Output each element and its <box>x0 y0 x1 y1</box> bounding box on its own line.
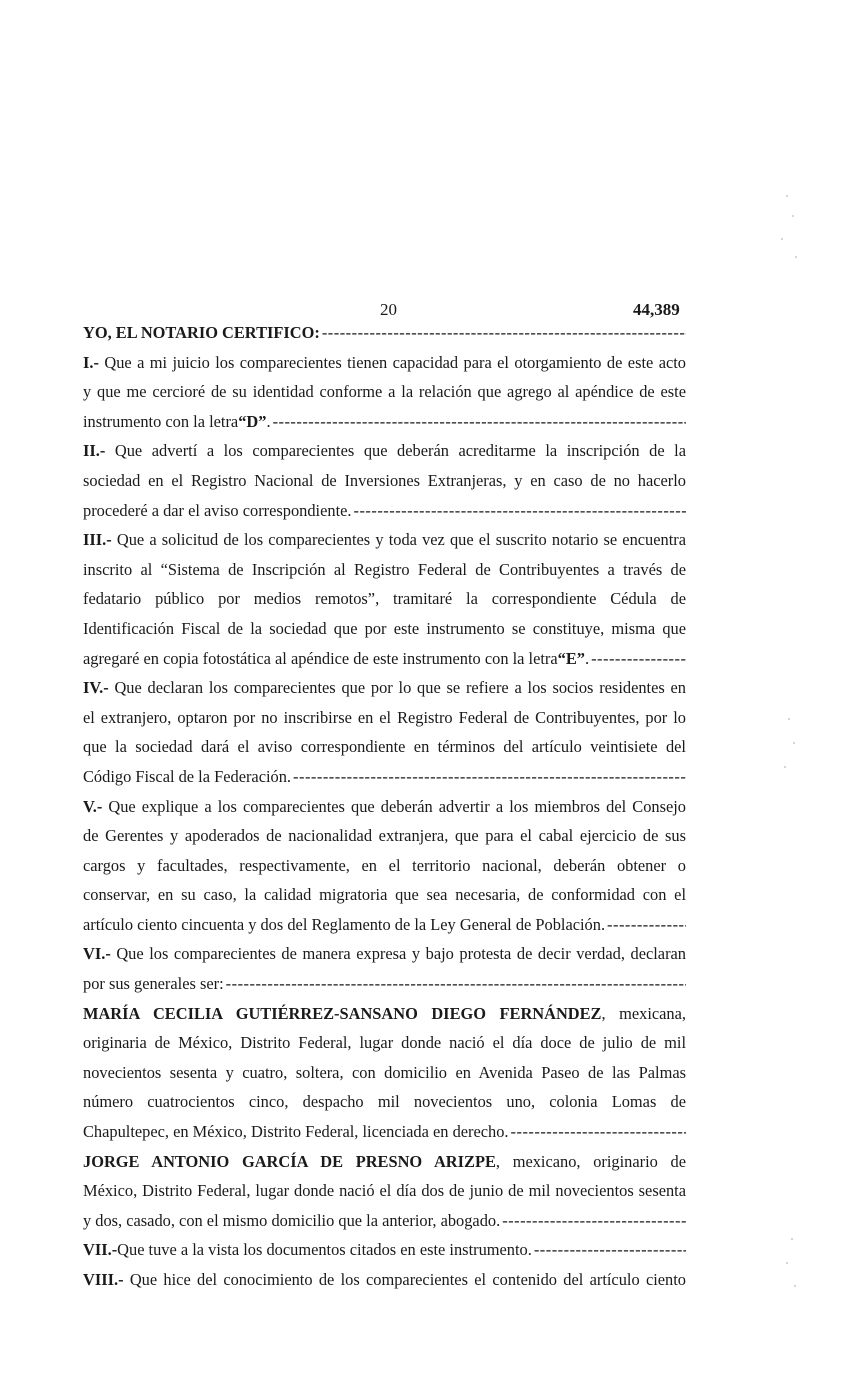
certification-title: YO, EL NOTARIO CERTIFICO: <box>83 323 320 342</box>
item-i-line-3: instrumento con la letra “D” . ----- <box>83 407 686 437</box>
item-vi-line-2: por sus generales ser: ----- <box>83 969 686 999</box>
item-v-line-5: artículo ciento cincuenta y dos del Reglamento de la Ley General de Población. ----- <box>83 910 686 940</box>
item-ii-line-3: procederé a dar el aviso correspondiente. ----- <box>83 496 686 526</box>
item-iii-line-5: agregaré en copia fotostática al apéndice de este instrumento con la letra “E” . ----- <box>83 644 686 674</box>
certification-heading <box>83 318 686 348</box>
person-1-line-3: novecientos sesenta y cuatro, soltera, con domicilio en Avenida Paseo de las Palmas <box>83 1062 686 1082</box>
scan-speck <box>784 766 786 768</box>
filler-dashes <box>354 496 687 526</box>
folio-number: 44,389 <box>633 300 680 319</box>
scan-speck <box>792 215 794 217</box>
item-iv-number: IV.- <box>83 678 109 698</box>
filler-dashes <box>293 762 686 792</box>
item-v-line-3: cargos y facultades, respectivamente, en el territorio nacional, deberán obtener o <box>83 855 686 875</box>
scan-speck <box>786 1262 788 1264</box>
item-iii-line-1: III.- Que a solicitud de los comparecientes y toda vez que el suscrito notario se encuentra <box>83 530 686 550</box>
filler-dashes <box>511 1117 686 1147</box>
person-1-line-2: originaria de México, Distrito Federal, lugar donde nació el día doce de julio de mil <box>83 1033 686 1053</box>
filler-dashes <box>607 910 686 940</box>
item-viii-number: VIII.- <box>83 1270 124 1289</box>
person-2-name: JORGE ANTONIO GARCÍA DE PRESNO ARIZPE <box>83 1151 496 1171</box>
item-ii-line-2: sociedad en el Registro Nacional de Inversiones Extranjeras, y en caso de no hacerlo <box>83 470 686 490</box>
scan-speck <box>791 1238 793 1240</box>
item-v-line-4: conservar, en su caso, la calidad migratoria que sea necesaria, de conformidad con el <box>83 885 686 905</box>
document-body <box>83 318 686 1295</box>
scan-speck <box>781 238 783 240</box>
person-2-line-3: y dos, casado, con el mismo domicilio que la anterior, abogado. ----- <box>83 1206 686 1236</box>
item-iv-line-1: IV.- Que declaran los comparecientes que por lo que se refiere a los socios residentes en <box>83 678 686 698</box>
item-v-line-1: V.- Que explique a los comparecientes que deberán advertir a los miembros del Consejo <box>83 796 686 816</box>
filler-dashes <box>502 1206 686 1236</box>
item-v-line-2: de Gerentes y apoderados de nacionalidad extranjera, que para el cabal ejercicio de sus <box>83 826 686 846</box>
item-iii-line-2: inscrito al “Sistema de Inscripción al Registro Federal de Contribuyentes a través de <box>83 559 686 579</box>
item-ii-number: II.- <box>83 441 106 461</box>
person-2-line-1: JORGE ANTONIO GARCÍA DE PRESNO ARIZPE, mexicano, originario de <box>83 1151 686 1171</box>
item-i-line-2: y que me cercioré de su identidad conforme a la relación que agrego al apéndice de este <box>83 382 686 402</box>
filler-dashes <box>273 407 686 437</box>
person-2-line-2: México, Distrito Federal, lugar donde nació el día dos de junio de mil novecientos sesenta <box>83 1181 686 1201</box>
filler-dashes <box>226 969 686 999</box>
person-1-line-4: número cuatrocientos cinco, despacho mil novecientos uno, colonia Lomas de <box>83 1092 686 1112</box>
person-1-line-1: MARÍA CECILIA GUTIÉRREZ-SANSANO DIEGO FERNÁNDEZ, mexicana, <box>83 1003 686 1023</box>
item-v-number: V.- <box>83 796 103 816</box>
scan-speck <box>786 195 788 197</box>
filler-dashes <box>534 1235 686 1265</box>
item-iii-number: III.- <box>83 530 112 550</box>
item-ii-line-1: II.- Que advertí a los comparecientes que deberán acreditarme la inscripción de la <box>83 441 686 461</box>
item-iv-line-4: Código Fiscal de la Federación. ----- <box>83 762 686 792</box>
scan-speck <box>793 742 795 744</box>
person-1-line-5: Chapultepec, en México, Distrito Federal, licenciada en derecho. ----- <box>83 1117 686 1147</box>
scan-speck <box>794 1285 796 1287</box>
item-iv-line-2: el extranjero, optaron por no inscribirse en el Registro Federal de Contribuyentes, por lo <box>83 707 686 727</box>
item-i-line-1: I.- Que a mi juicio los comparecientes tienen capacidad para el otorgamiento de este acto <box>83 352 686 372</box>
item-iii-line-3: fedatario público por medios remotos”, tramitaré la correspondiente Cédula de <box>83 589 686 609</box>
item-iii-line-4: Identificación Fiscal de la sociedad que por este instrumento se constituye, misma que <box>83 618 686 638</box>
item-i-number: I.- <box>83 352 99 372</box>
item-viii-line-1: VIII.- Que hice del conocimiento de los comparecientes el contenido del artículo ciento <box>83 1270 686 1289</box>
item-vi-line-1: VI.- Que los comparecientes de manera expresa y bajo protesta de decir verdad, declaran <box>83 944 686 964</box>
item-iv-line-3: que la sociedad dará el aviso correspondiente en términos del artículo veintisiete del <box>83 737 686 757</box>
item-vi-number: VI.- <box>83 944 111 964</box>
person-1-name: MARÍA CECILIA GUTIÉRREZ-SANSANO DIEGO FERNÁNDEZ <box>83 1003 602 1023</box>
filler-dashes <box>322 318 686 348</box>
scan-speck <box>795 256 797 258</box>
page-number: 20 <box>380 300 397 319</box>
item-vii-line-1: VII.- Que tuve a la vista los documentos citados en este instrumento. ----- <box>83 1235 686 1265</box>
filler-dashes <box>591 644 686 674</box>
scan-speck <box>788 718 790 720</box>
item-vii-number: VII.- <box>83 1240 118 1260</box>
